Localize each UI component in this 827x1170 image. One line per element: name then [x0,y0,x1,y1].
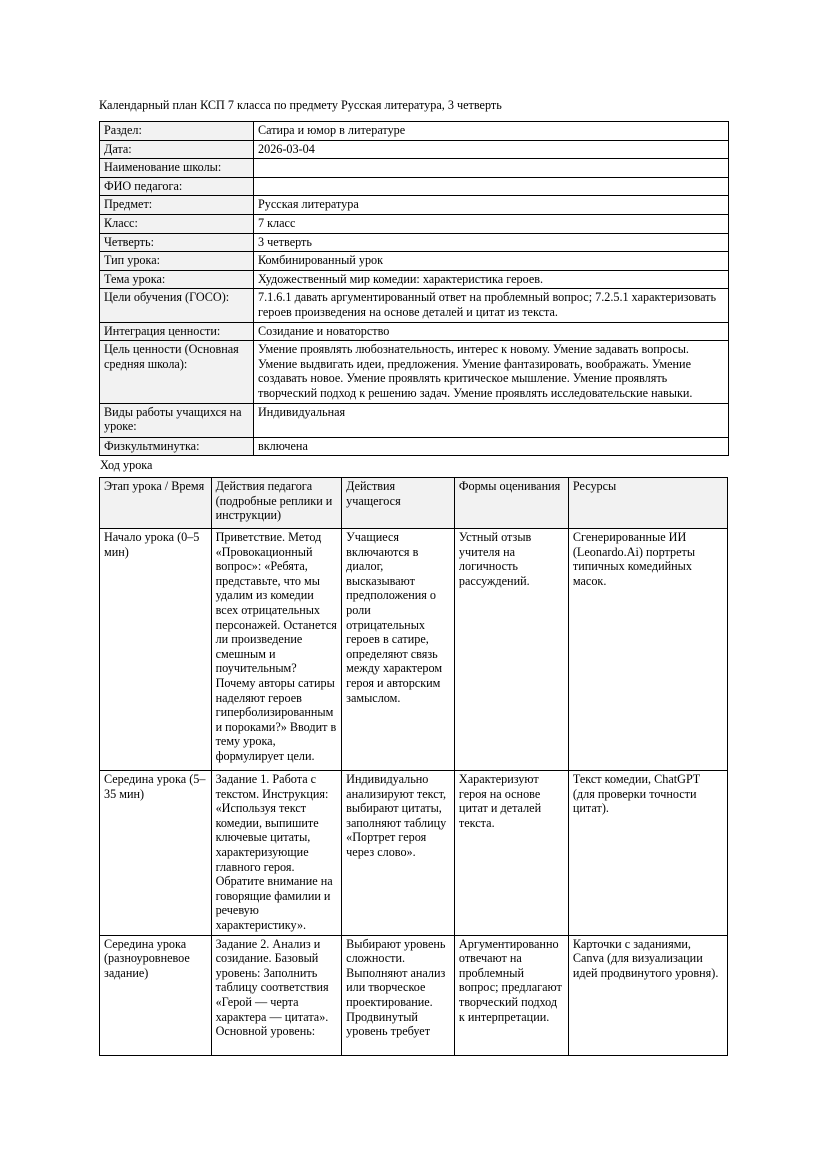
lesson-flow-table-body [100,529,728,1056]
table-row [100,935,728,1055]
column-header-teacher-actions: Действия педагога (подробные реплики и инструкции) [211,478,342,529]
info-value-value-integration: Созидание и новаторство [254,322,729,341]
info-label-lesson-topic: Тема урока: [100,270,254,289]
table-row [100,140,729,159]
cell-stage: Середина урока (5–35 мин) [100,771,212,936]
info-label-value-integration: Интеграция ценности: [100,322,254,341]
info-label-teacher: ФИО педагога: [100,177,254,196]
cell-assessment-forms: Аргументированно отвечают на проблемный вопрос; предлагают творческий подход к интерпретации. [454,935,568,1055]
info-value-school [254,159,729,178]
column-header-assessment-forms: Формы оценивания [454,478,568,529]
info-value-teacher [254,177,729,196]
table-row [100,341,729,403]
table-row [100,252,729,271]
table-row [100,177,729,196]
lesson-flow-clip-region [99,477,732,1079]
cell-resources: Сгенерированные ИИ (Leonardo.Ai) портреты типичных комедийных масок. [568,529,727,771]
page-title: Календарный план КСП 7 класса по предмету Русская литература, 3 четверть [99,98,502,112]
info-label-pe-break: Физкультминутка: [100,437,254,456]
info-label-grade: Класс: [100,214,254,233]
cell-teacher-actions: Приветствие. Метод «Провокационный вопрос»: «Ребята, представьте, что мы удалим из комедии всех отрицательных персонажей. Останется ли произведение смешным и поучительным? Почему авторы сатиры наделяют героев гиперболизированными пороками?» Вводит в тему урока, формулирует цели. [211,529,342,771]
cell-student-actions: Учащиеся включаются в диалог, высказывают предположения о роли отрицательных героев в сатире, определяют связь между характером героя и авторским замыслом. [342,529,455,771]
info-value-lesson-topic: Художественный мир комедии: характеристика героев. [254,270,729,289]
table-row [100,214,729,233]
column-header-stage: Этап урока / Время [100,478,212,529]
table-row [100,289,729,322]
info-label-value-goal: Цель ценности (Основная средняя школа): [100,341,254,403]
lesson-info-table [99,121,729,456]
table-row [100,322,729,341]
info-label-school: Наименование школы: [100,159,254,178]
info-value-grade: 7 класс [254,214,729,233]
cell-teacher-actions: Задание 1. Работа с текстом. Инструкция: «Используя текст комедии, выпишите ключевые цитаты, характеризующие главного героя. Обратите внимание на говорящие фамилии и речевую характеристику». [211,771,342,936]
info-label-lesson-type: Тип урока: [100,252,254,271]
info-value-data: 2026-03-04 [254,140,729,159]
cell-stage: Начало урока (0–5 мин) [100,529,212,771]
lesson-flow-table [99,477,728,1056]
table-row [100,159,729,178]
info-value-pe-break: включена [254,437,729,456]
table-header-row [100,478,728,529]
info-value-value-goal: Умение проявлять любознательность, интерес к новому. Умение задавать вопросы. Умение выдвигать идеи, предложения. Умение фантазировать, воображать. Умение создавать новое. Умение проявлять критическое мышление. Умение проявлять творческий подход к решению задач. Умение проявлять исследовательские навыки. [254,341,729,403]
info-label-data: Дата: [100,140,254,159]
info-value-objectives: 7.1.6.1 давать аргументированный ответ на проблемный вопрос; 7.2.5.1 характеризовать героев произведения на основе деталей и цитат из текста. [254,289,729,322]
info-label-subject: Предмет: [100,196,254,215]
info-label-objectives: Цели обучения (ГОСО): [100,289,254,322]
info-value-quarter: 3 четверть [254,233,729,252]
info-value-subject: Русская литература [254,196,729,215]
cell-resources: Текст комедии, ChatGPT (для проверки точности цитат). [568,771,727,936]
info-value-lesson-type: Комбинированный урок [254,252,729,271]
table-row [100,529,728,771]
cell-student-actions: Выбирают уровень сложности. Выполняют анализ или творческое проектирование. Продвинутый уровень требует [342,935,455,1055]
info-label-work-types: Виды работы учащихся на уроке: [100,403,254,437]
table-row [100,403,729,437]
lesson-info-table-body [100,122,729,456]
table-row [100,122,729,141]
info-label-quarter: Четверть: [100,233,254,252]
table-row [100,233,729,252]
info-label-razdel: Раздел: [100,122,254,141]
cell-assessment-forms: Устный отзыв учителя на логичность рассуждений. [454,529,568,771]
table-row [100,270,729,289]
column-header-student-actions: Действия учащегося [342,478,455,529]
cell-student-actions: Индивидуально анализируют текст, выбирают цитаты, заполняют таблицу «Портрет героя через слово». [342,771,455,936]
lesson-flow-heading: Ход урока [100,458,153,473]
lesson-flow-table-head [100,478,728,529]
table-row [100,771,728,936]
info-value-razdel: Сатира и юмор в литературе [254,122,729,141]
info-value-work-types: Индивидуальная [254,403,729,437]
column-header-resources: Ресурсы [568,478,727,529]
table-row [100,437,729,456]
cell-assessment-forms: Характеризуют героя на основе цитат и деталей текста. [454,771,568,936]
cell-stage: Середина урока (разноуровневое задание) [100,935,212,1055]
cell-resources: Карточки с заданиями, Canva (для визуализации идей продвинутого уровня). [568,935,727,1055]
table-row [100,196,729,215]
cell-teacher-actions: Задание 2. Анализ и созидание. Базовый уровень: Заполнить таблицу соответствия «Герой — черта характера — цитата». Основной уровень: [211,935,342,1055]
